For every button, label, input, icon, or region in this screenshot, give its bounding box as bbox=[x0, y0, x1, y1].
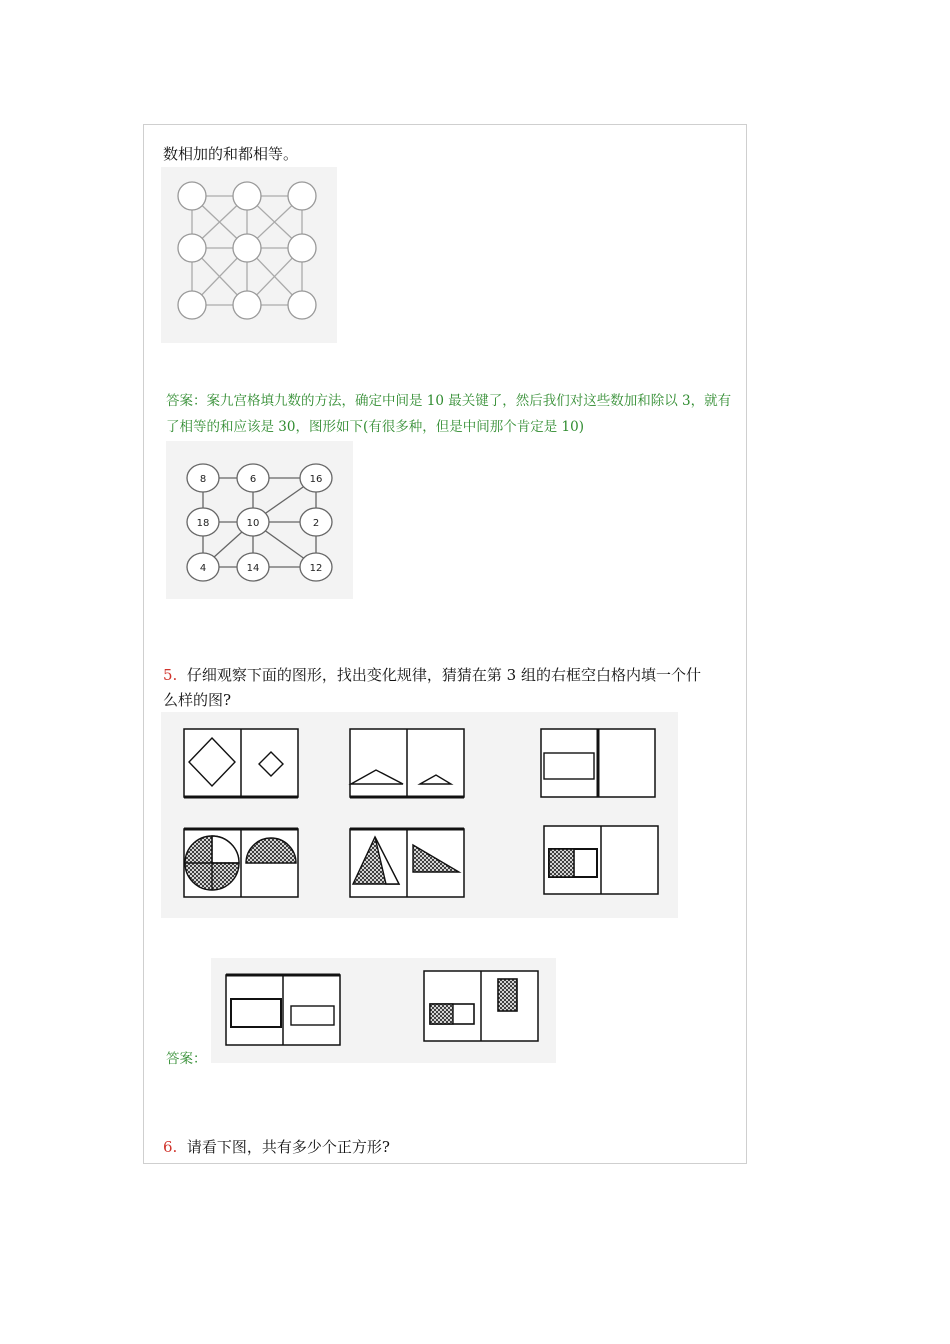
grid-number: 4 bbox=[199, 563, 207, 574]
grid-number: 16 bbox=[309, 474, 323, 485]
grid-number: 8 bbox=[199, 474, 207, 485]
grid-number: 2 bbox=[312, 518, 320, 529]
answer5-figure bbox=[211, 958, 556, 1063]
q6-number: 6. bbox=[163, 1138, 178, 1156]
answer5-label: 答案： bbox=[166, 1051, 207, 1067]
answer-circle-grid-diagram bbox=[166, 441, 353, 599]
q5-line2: 么样的图? bbox=[163, 691, 232, 709]
grid-number: 12 bbox=[309, 563, 323, 574]
grid-number: 10 bbox=[246, 518, 260, 529]
q6-line bbox=[163, 1136, 390, 1158]
grid-number: 14 bbox=[246, 563, 260, 574]
answer4-line1: 答案：案九宫格填九数的方法，确定中间是 10 最关键了，然后我们对这些数加和除以 3，就有 bbox=[166, 393, 732, 409]
q5-line1 bbox=[163, 664, 701, 686]
empty-circle-grid-diagram bbox=[161, 167, 337, 343]
answer-circle-grid-figure bbox=[166, 441, 353, 599]
q6-text: 请看下图，共有多少个正方形? bbox=[186, 1138, 390, 1156]
q5-number: 5. bbox=[163, 666, 178, 684]
answer5-diagram bbox=[211, 958, 556, 1063]
q5-text-line1: 仔细观察下面的图形，找出变化规律，猜猜在第 3 组的右框空白格内填一个什 bbox=[186, 666, 701, 684]
answer4-line2: 了相等的和应该是 30，图形如下(有很多种，但是中间那个肯定是 10) bbox=[166, 419, 584, 435]
grid-number: 6 bbox=[249, 474, 257, 485]
intro-text: 数相加的和都相等。 bbox=[163, 145, 299, 163]
grid-number: 18 bbox=[196, 518, 210, 529]
pattern-puzzle-diagram bbox=[161, 712, 678, 918]
pattern-puzzle-figure bbox=[161, 712, 678, 918]
empty-circle-grid-figure bbox=[161, 167, 337, 343]
